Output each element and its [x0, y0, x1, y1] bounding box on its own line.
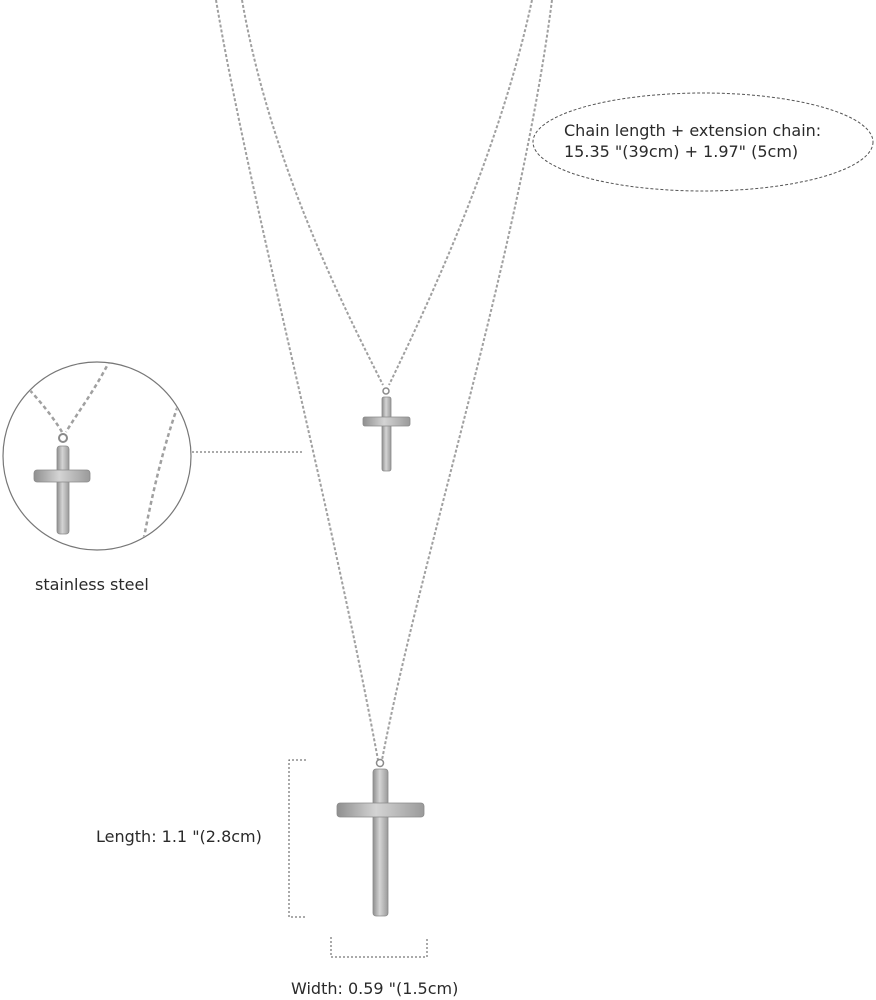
length-bracket: [289, 760, 306, 917]
large-cross-pendant: [337, 760, 424, 917]
pendant-width-label: Width: 0.59 "(1.5cm): [291, 979, 459, 998]
short-chain: [242, 0, 532, 385]
material-zoom-circle: [3, 360, 191, 560]
material-label: stainless steel: [35, 575, 149, 594]
small-cross-pendant: [363, 388, 410, 471]
chain-length-line-2: 15.35 "(39cm) + 1.97" (5cm): [564, 142, 799, 161]
width-bracket: [331, 937, 427, 957]
chain-length-line-1: Chain length + extension chain:: [564, 121, 822, 140]
pendant-length-label: Length: 1.1 "(2.8cm): [96, 827, 262, 846]
chain-length-label: [564, 120, 821, 162]
